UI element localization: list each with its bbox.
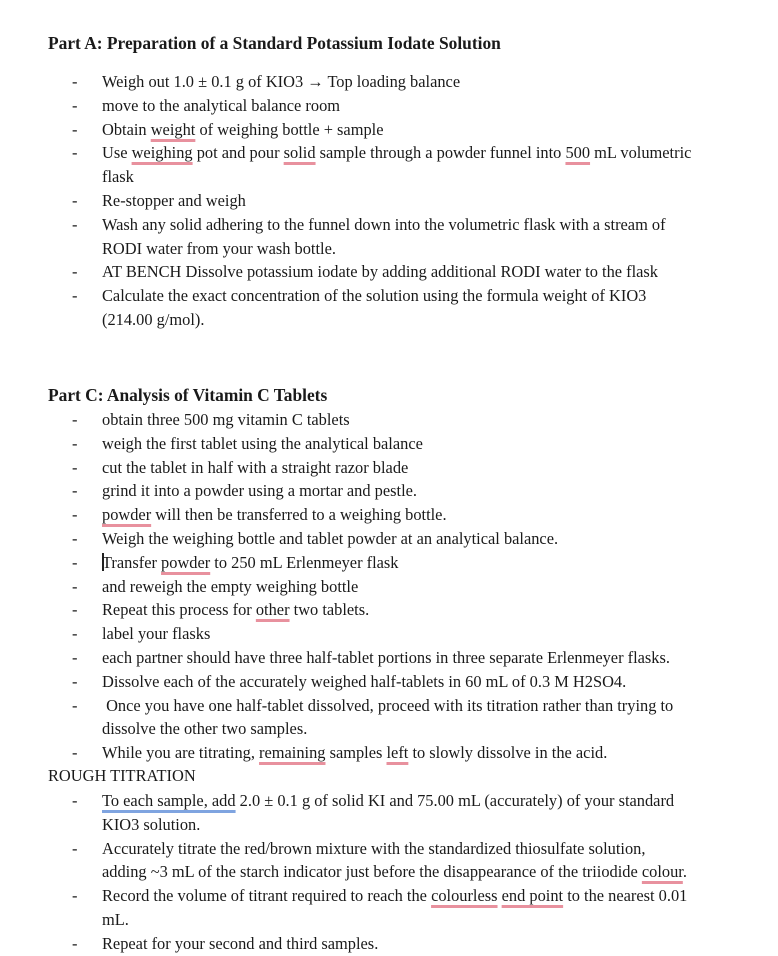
text-run: 2.0 ± 0.1 g of solid KI and 75.00 mL (accurately) of your standard: [235, 791, 675, 810]
bullet-dash: -: [72, 457, 78, 477]
text-run: samples: [325, 743, 387, 763]
part-c-list: [0, 408, 778, 765]
item-text: weigh the first tablet using the analytical balance: [102, 433, 423, 453]
spelling-flagged-word[interactable]: weight: [150, 119, 196, 139]
bullet-dash: -: [72, 552, 78, 572]
bullet-dash: -: [72, 695, 78, 715]
bullet-dash: -: [72, 95, 78, 115]
text-run: to 250 mL Erlenmeyer flask: [210, 552, 399, 572]
list-item: [0, 479, 778, 503]
text-run: to slowly dissolve in the acid.: [408, 743, 608, 763]
list-item: [0, 408, 778, 432]
list-item: [0, 432, 778, 456]
spelling-flagged-word[interactable]: other: [255, 600, 290, 620]
item-text: [102, 118, 754, 142]
item-text: each partner should have three half-tablet portions in three separate Erlenmeyer flasks.: [102, 647, 670, 667]
rough-titration-heading: ROUGH TITRATION: [48, 766, 196, 785]
list-item: [0, 118, 778, 142]
list-item: [0, 694, 778, 742]
part-c-heading: Part C: Analysis of Vitamin C Tablets: [48, 385, 328, 405]
bullet-dash: -: [72, 481, 78, 501]
rough-titration-list: [0, 789, 778, 956]
list-item: [0, 741, 778, 765]
text-run: to the nearest 0.01: [563, 886, 688, 906]
spelling-flagged-word[interactable]: powder: [102, 505, 152, 525]
list-item: [0, 622, 778, 646]
list-item: [0, 837, 778, 885]
text-run: .: [682, 862, 687, 882]
spelling-flagged-word[interactable]: solid: [283, 143, 316, 163]
item-text[interactable]: [102, 551, 754, 575]
list-item: [0, 551, 778, 575]
list-item: [0, 527, 778, 551]
item-text: cut the tablet in half with a straight razor blade: [102, 457, 409, 477]
item-text: [102, 141, 754, 165]
item-text: and reweigh the empty weighing bottle: [102, 576, 359, 596]
item-text: label your flasks: [102, 624, 211, 644]
item-text: Repeat for your second and third samples.: [102, 933, 379, 953]
item-text: [102, 884, 754, 908]
list-item: [0, 789, 778, 837]
text-run: Transfer: [102, 552, 162, 572]
text-run: adding ~3 mL of the starch indicator just before the disappearance of the triiodide: [102, 862, 642, 882]
bullet-dash: -: [72, 600, 78, 620]
item-text: Wash any solid adhering to the funnel down into the volumetric flask with a stream of: [102, 214, 666, 234]
spelling-flagged-word[interactable]: colour: [641, 862, 683, 882]
bullet-dash: -: [72, 671, 78, 691]
item-text: [102, 503, 754, 527]
item-text: Once you have one half-tablet dissolved, proceed with its titration rather than trying to: [102, 695, 674, 715]
item-text: move to the analytical balance room: [102, 95, 341, 115]
bullet-dash: -: [72, 119, 78, 139]
bullet-dash: -: [72, 886, 78, 906]
text-run: Repeat this process for: [102, 600, 256, 620]
item-text-continued: flask: [102, 167, 134, 187]
bullet-dash: -: [72, 433, 78, 453]
item-text-continued: mL.: [102, 909, 129, 929]
list-item: [0, 189, 778, 213]
item-text: [102, 741, 754, 765]
item-text: grind it into a powder using a mortar and pestle.: [102, 481, 417, 501]
spelling-flagged-word[interactable]: colourless: [431, 886, 498, 906]
bullet-dash: -: [72, 214, 78, 234]
list-item: [0, 646, 778, 670]
grammar-flagged-phrase[interactable]: To each sample, add: [102, 791, 236, 810]
list-item: [0, 284, 778, 332]
list-item: [0, 575, 778, 599]
bullet-dash: -: [72, 286, 78, 306]
list-item: [0, 70, 778, 94]
bullet-dash: -: [72, 791, 78, 810]
spelling-flagged-word[interactable]: remaining: [259, 743, 326, 763]
item-text-continued: (214.00 g/mol).: [102, 309, 205, 329]
list-item: [0, 213, 778, 261]
text-run: Use: [102, 143, 132, 163]
bullet-dash: -: [72, 190, 78, 210]
list-item: [0, 670, 778, 694]
item-text: Weigh out 1.0 ± 0.1 g of KIO3 → Top loading balance: [102, 72, 461, 91]
text-run: will then be transferred to a weighing bottle.: [151, 505, 447, 525]
text-run: While you are titrating,: [102, 743, 260, 763]
text-run: sample through a powder funnel into: [315, 143, 566, 163]
bullet-dash: -: [72, 505, 78, 525]
bullet-dash: -: [72, 647, 78, 667]
bullet-dash: -: [72, 624, 78, 644]
spelling-flagged-word[interactable]: powder: [161, 552, 211, 572]
list-item: [0, 94, 778, 118]
bullet-dash: -: [72, 743, 78, 763]
text-run: Record the volume of titrant required to reach the: [102, 886, 432, 906]
item-text: obtain three 500 mg vitamin C tablets: [102, 410, 350, 429]
item-text-continued: RODI water from your wash bottle.: [102, 238, 336, 258]
item-text: [102, 598, 754, 622]
text-run: mL volumetric: [590, 143, 692, 163]
bullet-dash: -: [72, 410, 78, 429]
bullet-dash: -: [72, 143, 78, 163]
spelling-flagged-word[interactable]: left: [386, 743, 409, 763]
item-text-continued: [102, 860, 754, 884]
list-item: [0, 260, 778, 284]
item-text: AT BENCH Dissolve potassium iodate by adding additional RODI water to the flask: [102, 262, 658, 282]
text-run: two tablets.: [289, 600, 370, 620]
spelling-flagged-word[interactable]: 500: [565, 143, 591, 163]
part-a-heading: Part A: Preparation of a Standard Potassium Iodate Solution: [48, 33, 501, 53]
bullet-dash: -: [72, 933, 78, 953]
item-text: Calculate the exact concentration of the solution using the formula weight of KIO3: [102, 286, 647, 306]
bullet-dash: -: [72, 576, 78, 596]
item-text: Accurately titrate the red/brown mixture with the standardized thiosulfate solution,: [102, 838, 646, 858]
list-item: [0, 884, 778, 932]
spelling-flagged-word[interactable]: end point: [501, 886, 564, 906]
bullet-dash: -: [72, 838, 78, 858]
item-text: Dissolve each of the accurately weighed half-tablets in 60 mL of 0.3 M H2SO4.: [102, 671, 627, 691]
bullet-dash: -: [72, 528, 78, 548]
item-text: [102, 789, 754, 813]
item-text-continued: dissolve the other two samples.: [102, 719, 308, 739]
bullet-dash: -: [72, 72, 78, 91]
list-item: [0, 598, 778, 622]
list-item: [0, 141, 778, 189]
text-run: of weighing bottle + sample: [195, 119, 384, 139]
list-item: [0, 456, 778, 480]
list-item: [0, 932, 778, 956]
item-text: Re-stopper and weigh: [102, 190, 246, 210]
item-text-continued: KIO3 solution.: [102, 814, 201, 834]
text-run: pot and pour: [192, 143, 284, 163]
text-run: Obtain: [102, 119, 151, 139]
spelling-flagged-word[interactable]: weighing: [131, 143, 193, 163]
list-item: [0, 503, 778, 527]
item-text: Weigh the weighing bottle and tablet powder at an analytical balance.: [102, 528, 559, 548]
bullet-dash: -: [72, 262, 78, 282]
part-a-list: [0, 70, 778, 332]
